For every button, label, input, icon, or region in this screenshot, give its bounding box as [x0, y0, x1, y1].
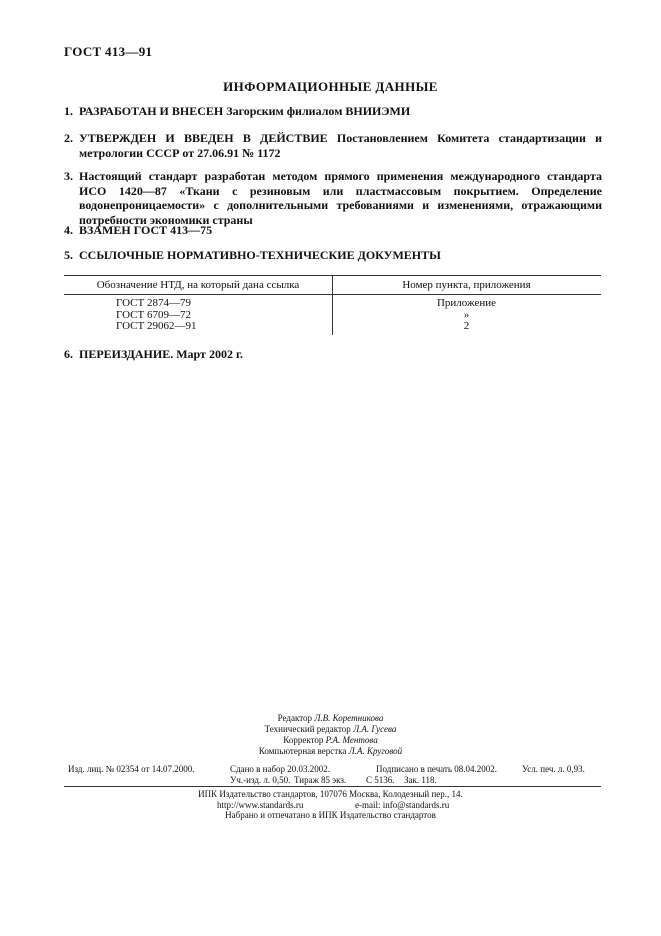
credit-role: Редактор	[277, 713, 313, 723]
credit-role: Компьютерная верстка	[258, 746, 347, 756]
item-number: 2.	[64, 131, 73, 145]
item-text: Март 2002 г.	[173, 347, 244, 361]
document-code: ГОСТ 413—91	[64, 44, 153, 59]
item-lead: ССЫЛОЧНЫЕ НОРМАТИВНО-ТЕХНИЧЕСКИЕ ДОКУМЕНТЫ	[79, 248, 441, 262]
table-cell-clause: »	[463, 309, 470, 321]
imprint-license: Изд. лиц. № 02354 от 14.07.2000.	[68, 764, 195, 774]
info-item-5	[64, 248, 602, 263]
footer-rule	[64, 786, 601, 787]
table-cell-designation: ГОСТ 29062—91	[116, 320, 197, 332]
item-lead: ВЗАМЕН ГОСТ 413—75	[79, 223, 213, 237]
table-cell-clause: Приложение	[436, 297, 497, 309]
imprint-order: Зак. 118.	[404, 775, 437, 785]
credits-block	[0, 713, 661, 757]
imprint-code: С 5136.	[366, 775, 395, 785]
page-title: ИНФОРМАЦИОННЫЕ ДАННЫЕ	[223, 79, 438, 94]
info-item-4	[64, 223, 602, 238]
publisher-email: e-mail: info@standards.ru	[355, 800, 450, 810]
table-header-designation: Обозначение НТД, на который дана ссылка	[96, 279, 300, 291]
credit-name: Р.А. Ментова	[325, 735, 378, 745]
publisher-address: ИПК Издательство стандартов, 107076 Москва, Колодезный пер., 14.	[198, 789, 463, 799]
item-number: 3.	[64, 169, 73, 183]
imprint-signed: Подписано в печать 08.04.2002.	[376, 764, 498, 774]
publisher-printing: Набрано и отпечатано в ИПК Издательство стандартов	[225, 810, 436, 820]
credit-proofreader	[0, 735, 661, 746]
item-number: 5.	[64, 248, 73, 262]
info-item-3	[64, 169, 602, 227]
item-text: Загорским филиалом ВНИИЭМИ	[223, 104, 411, 118]
credit-tech-editor	[0, 724, 661, 735]
imprint-run: Тираж 85 экз.	[294, 775, 347, 785]
table-cell-designation: ГОСТ 6709—72	[116, 309, 191, 321]
item-number: 4.	[64, 223, 73, 237]
item-number: 1.	[64, 104, 73, 118]
credit-layout	[0, 746, 661, 757]
info-item-6	[64, 347, 602, 362]
credit-name: Л.В. Коретникова	[314, 713, 384, 723]
item-lead: РАЗРАБОТАН И ВНЕСЕН	[79, 104, 224, 118]
table-header-rule	[64, 294, 601, 295]
table-cell-designation: ГОСТ 2874—79	[116, 297, 191, 309]
imprint-edsheets: Уч.-изд. л. 0,50.	[230, 775, 291, 785]
publisher-url: http://www.standards.ru	[217, 800, 304, 810]
imprint-sheets: Усл. печ. л. 0,93.	[522, 764, 585, 774]
item-lead: УТВЕРЖДЕН И ВВЕДЕН В ДЕЙСТВИЕ	[79, 131, 328, 145]
item-text: Постановлением Комитета стандартизации и метрологии СССР от 27.06.91 № 1172	[79, 131, 603, 160]
item-text: Настоящий стандарт разработан методом прямого применения международного стандарта ИСО 1420—87 «Ткани с резиновым или пластмассовым покрытием. Определение водонепроницаемости» с дополнительными требованиями и изменениями, отражающими потребности экономики страны	[79, 169, 602, 227]
credit-role: Технический редактор	[264, 724, 351, 734]
credit-role: Корректор	[283, 735, 324, 745]
table-cell-clause: 2	[463, 320, 470, 332]
credit-editor	[0, 713, 661, 724]
item-number: 6.	[64, 347, 73, 361]
table-header-clause: Номер пункта, приложения	[402, 279, 531, 291]
credit-name: Л.А. Круговой	[348, 746, 403, 756]
info-item-2	[64, 131, 602, 160]
info-item-1	[64, 104, 602, 119]
item-lead: ПЕРЕИЗДАНИЕ.	[79, 347, 174, 361]
imprint-sent: Сдано в набор 20.03.2002.	[230, 764, 331, 774]
credit-name: Л.А. Гусева	[353, 724, 397, 734]
